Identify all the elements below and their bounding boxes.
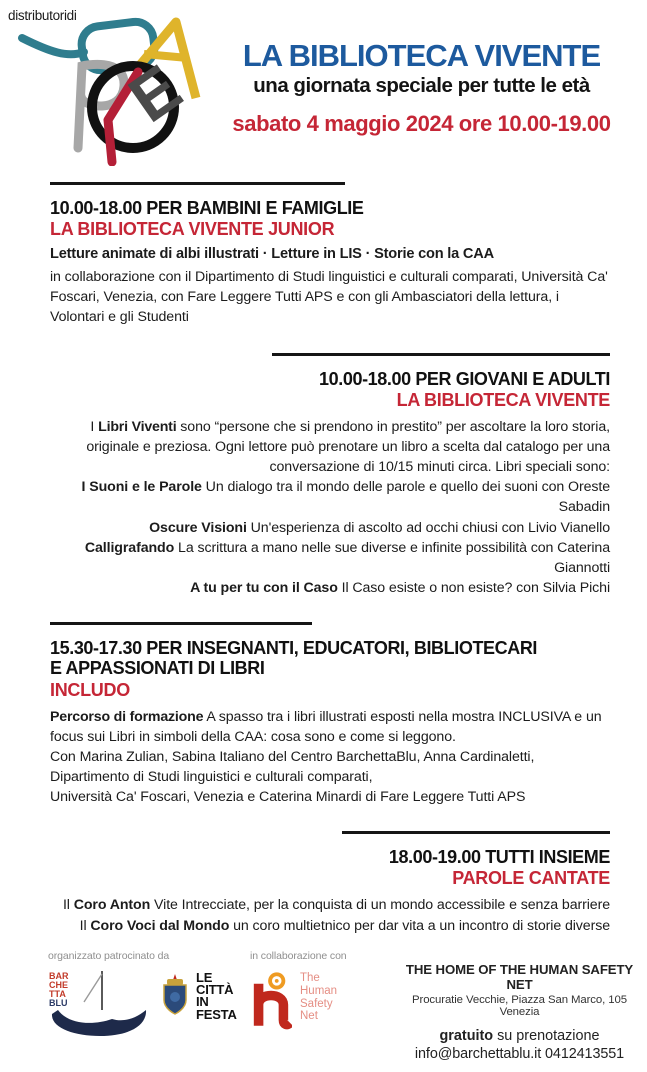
collaboration-block bbox=[250, 950, 402, 1030]
section-time-title: 10.00-18.00 PER BAMBINI E FAMIGLIE bbox=[50, 198, 364, 218]
section-intro bbox=[50, 417, 610, 477]
book-name: Oscure Visioni bbox=[149, 519, 247, 536]
section-credits bbox=[50, 747, 610, 807]
hsn-wordmark: The Human Safety Net bbox=[300, 971, 338, 1023]
event-date: sabato 4 maggio 2024 ore 10.00-19.00 bbox=[232, 110, 611, 136]
intro-bold: Percorso di formazione bbox=[50, 708, 204, 725]
venue-info-block bbox=[402, 950, 637, 1062]
collab-caption: in collaborazione con bbox=[250, 949, 347, 962]
choir-prefix: Il bbox=[79, 917, 91, 934]
choir-desc: un coro multietnico per dar vita a un incontro di storie diverse bbox=[229, 917, 610, 934]
crest-crown bbox=[167, 979, 183, 985]
crest-emblem bbox=[170, 992, 180, 1002]
section-tutti-insieme bbox=[50, 821, 610, 935]
venue-title: THE HOME OF THE HUMAN SAFETY NET bbox=[405, 961, 634, 992]
book-desc: Il Caso esiste o non esiste? con Silvia Pichi bbox=[337, 580, 610, 597]
organizers-caption: organizzato patrocinato da bbox=[48, 949, 170, 962]
choir-desc: Vite Intrecciate, per la conquista di un mondo accessibile e senza barriere bbox=[150, 897, 610, 914]
logo-teal-stroke bbox=[22, 38, 84, 54]
section-divider bbox=[50, 182, 345, 185]
gratuito-label: gratuito bbox=[439, 1027, 494, 1044]
book-desc: Un dialogo tra il mondo delle parole e quello dei suoni con Oreste Sabadin bbox=[201, 479, 610, 516]
section-bambini-famiglie bbox=[50, 172, 610, 328]
section-insegnanti bbox=[50, 612, 610, 807]
barchetta-text-line: CHE bbox=[49, 979, 69, 990]
book-desc: La scrittura a mano nelle sue diverse e infinite possibilità con Caterina Giannotti bbox=[174, 539, 610, 576]
section-time-title bbox=[50, 638, 610, 678]
section-red-title: LA BIBLIOTECA VIVENTE JUNIOR bbox=[50, 219, 335, 240]
hsn-h-shape bbox=[259, 984, 291, 1026]
header-text-block bbox=[196, 0, 647, 137]
section-red-title: INCLUDO bbox=[50, 679, 130, 700]
time-title-line2: E APPASSIONATI DI LIBRI bbox=[50, 658, 265, 679]
boat-rigging bbox=[84, 974, 102, 1002]
intro-rest: sono “persone che si prendono in prestito” per ascoltare la loro storia, originale e preziosa. Ogni lettore può prenotare un libro a scelta dal catalogo per una conversazione di 10/15 minuti circa. Libri speciali sono: bbox=[86, 418, 610, 476]
hsn-dot bbox=[275, 979, 279, 983]
special-book-item bbox=[50, 518, 610, 538]
section-time-title: 18.00-19.00 TUTTI INSIEME bbox=[388, 847, 610, 868]
venezia-crest-icon bbox=[160, 972, 190, 1016]
barchettablu-logo bbox=[48, 968, 148, 1036]
book-name: A tu per tu con il Caso bbox=[190, 580, 338, 597]
section-intro bbox=[50, 707, 610, 747]
barchetta-text-line: BAR bbox=[49, 970, 69, 981]
section-body: in collaborazione con il Dipartimento di Studi linguistici e culturali comparati, Università Ca' Foscari, Venezia, con Fare Leggere Tutti APS e con gli Ambasciatori della lettura, i Volontari e gli Studenti bbox=[50, 269, 608, 326]
choir-name: Coro Anton bbox=[73, 897, 151, 914]
section-red-title: LA BIBLIOTECA VIVENTE bbox=[396, 389, 610, 410]
book-name: I Suoni e le Parole bbox=[81, 479, 202, 496]
barchetta-text-line: BLU bbox=[49, 997, 68, 1008]
poster-header bbox=[0, 0, 647, 168]
activities-line: Letture animate di albi illustrati · Letture in LIS · Storie con la CAA bbox=[50, 246, 494, 263]
boat-hull bbox=[52, 1010, 146, 1036]
section-giovani-adulti bbox=[50, 343, 610, 599]
choir-line bbox=[50, 895, 610, 915]
barchetta-text-line: TTA bbox=[49, 988, 66, 999]
human-safety-net-logo bbox=[250, 970, 402, 1030]
venue-address: Procuratie Vecchie, Piazza San Marco, 105 Venezia bbox=[412, 993, 627, 1018]
logo-caption: distributoridi bbox=[8, 8, 77, 23]
intro-prefix: I bbox=[90, 418, 99, 435]
booking-rest: su prenotazione bbox=[493, 1027, 600, 1044]
choir-line bbox=[50, 916, 610, 936]
parole-letters-logo bbox=[16, 8, 206, 166]
poster-footer bbox=[0, 936, 647, 1072]
special-book-item bbox=[50, 538, 610, 578]
citta-in-festa-text: LE CITTÀ IN FESTA bbox=[196, 969, 237, 1022]
book-desc: Un'esperienza di ascolto ad occhi chiusi con Livio Vianello bbox=[246, 519, 610, 536]
intro-rest: A spasso tra i libri illustrati esposti nella mostra INCLUSIVA e un focus sui Libri in simboli della CAA: cosa sono e come si leggono. bbox=[50, 708, 602, 745]
choir-name: Coro Voci dal Mondo bbox=[90, 917, 230, 934]
intro-bold: Libri Viventi bbox=[98, 418, 177, 435]
section-red-title: PAROLE CANTATE bbox=[452, 868, 610, 889]
book-name: Calligrafando bbox=[84, 539, 175, 556]
citta-in-festa-logo bbox=[160, 969, 237, 1022]
section-divider bbox=[272, 353, 610, 356]
contact-line: info@barchettablu.it 0412413551 bbox=[414, 1045, 625, 1062]
section-divider bbox=[342, 831, 610, 834]
credits-line: Con Marina Zulian, Sabina Italiano del Centro BarchettaBlu, Anna Cardinaletti, bbox=[50, 748, 535, 765]
special-book-item bbox=[50, 578, 610, 598]
credits-line: Dipartimento di Studi linguistici e culturali comparati, bbox=[50, 768, 373, 785]
time-title-line1: 15.30-17.30 PER INSEGNANTI, EDUCATORI, BIBLIOTECARI bbox=[50, 638, 538, 659]
program-sections bbox=[0, 172, 647, 936]
choir-prefix: Il bbox=[62, 897, 74, 914]
section-divider bbox=[50, 622, 312, 625]
section-time-title: 10.00-18.00 PER GIOVANI E ADULTI bbox=[319, 368, 610, 389]
logo-dark-e: E bbox=[115, 50, 195, 137]
poster-subtitle: una giornata speciale per tutte le età bbox=[253, 73, 590, 97]
poster-title: LA BIBLIOTECA VIVENTE bbox=[242, 38, 601, 73]
booking-info bbox=[402, 1028, 637, 1044]
hsn-h-icon bbox=[250, 970, 292, 1030]
credits-line: Università Ca' Foscari, Venezia e Caterina Minardi di Fare Leggere Tutti APS bbox=[50, 789, 526, 806]
special-book-item bbox=[50, 477, 610, 517]
organizers-block bbox=[48, 950, 250, 1036]
